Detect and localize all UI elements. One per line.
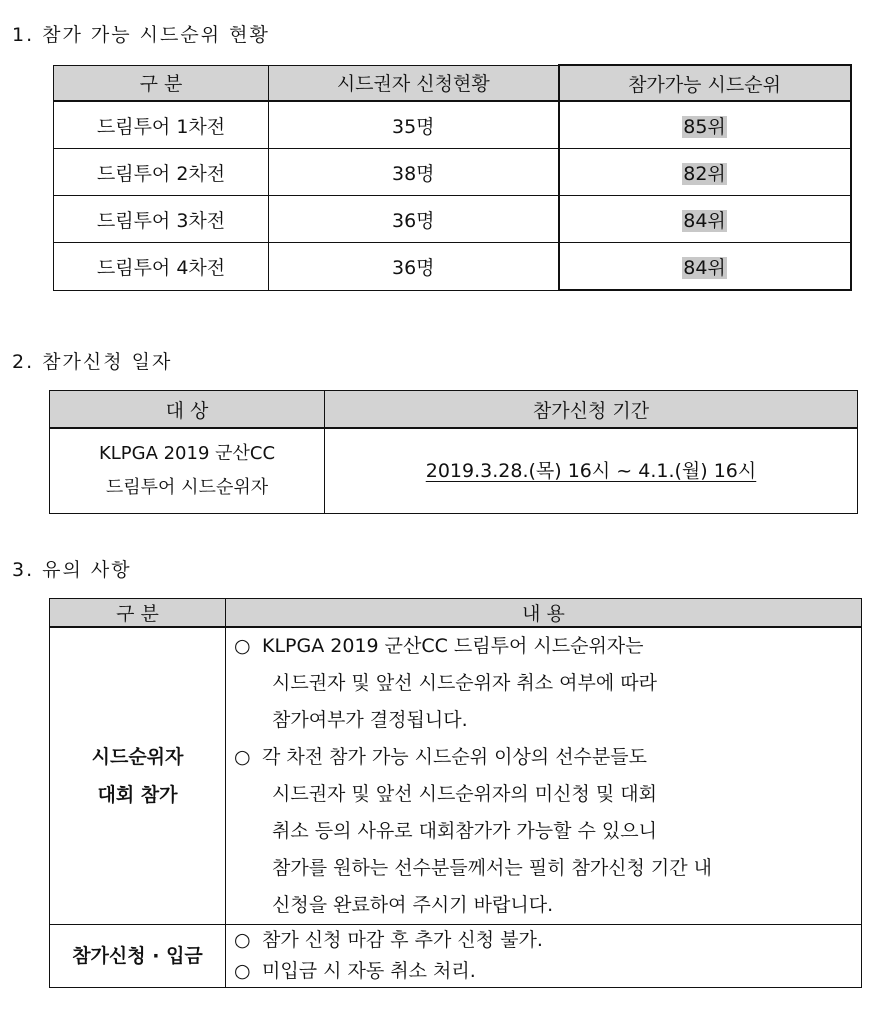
notes-content	[226, 627, 862, 925]
row-label	[50, 627, 226, 925]
seed-rank-table	[53, 64, 852, 291]
note-line	[234, 887, 861, 924]
notes-content	[226, 925, 862, 988]
circle-bullet-icon: ○	[234, 746, 251, 768]
tour-name: 드림투어 1차전	[54, 101, 269, 149]
eligible-rank: 84위	[683, 209, 726, 232]
target-line-1: KLPGA 2019 군산CC	[98, 443, 276, 464]
note-line	[234, 665, 861, 702]
note-text: KLPGA 2019 군산CC 드림투어 시드순위자는	[262, 635, 644, 657]
label-line: 시드순위자	[91, 746, 184, 768]
circle-bullet-icon: ○	[234, 960, 251, 982]
note-line	[234, 925, 861, 956]
table-header-row	[50, 391, 858, 429]
label-line: 대회 참가	[97, 784, 178, 806]
note-text: 참가를 원하는 선수분들께서는 필히 참가신청 기간 내	[272, 857, 713, 879]
note-text: 신청을 완료하여 주시기 바랍니다.	[272, 894, 554, 916]
column-header-category: 구 분	[54, 65, 269, 101]
note-text: 취소 등의 사유로 대회참가가 가능할 수 있으니	[272, 820, 657, 842]
eligible-rank: 84위	[683, 256, 726, 279]
note-line	[234, 739, 861, 776]
note-line	[234, 702, 861, 739]
note-text: 시드권자 및 앞선 시드순위자의 미신청 및 대회	[272, 783, 657, 805]
applicant-count: 38명	[269, 149, 559, 196]
row-label: 참가신청 · 입금	[50, 925, 226, 988]
table-header-row	[50, 599, 862, 628]
section2-heading: 2. 참가신청 일자	[12, 351, 173, 373]
target-line-2: 드림투어 시드순위자	[105, 477, 269, 498]
section3-heading: 3. 유의 사항	[12, 559, 132, 581]
table-row	[54, 196, 851, 243]
tour-name: 드림투어 4차전	[54, 243, 269, 291]
note-line	[234, 628, 861, 665]
note-text: 각 차전 참가 가능 시드순위 이상의 선수분들도	[262, 746, 647, 768]
circle-bullet-icon: ○	[234, 929, 251, 951]
note-text: 시드권자 및 앞선 시드순위자 취소 여부에 따라	[272, 672, 657, 694]
eligible-rank: 85위	[683, 115, 726, 138]
table-row	[54, 101, 851, 149]
table-row	[54, 243, 851, 291]
applicant-count: 36명	[269, 243, 559, 291]
section1-heading: 1. 참가 가능 시드순위 현황	[12, 24, 270, 46]
table-row	[54, 149, 851, 196]
application-period: 2019.3.28.(목) 16시 ~ 4.1.(월) 16시	[425, 459, 757, 482]
tour-name: 드림투어 2차전	[54, 149, 269, 196]
note-text: 참가 신청 마감 후 추가 신청 불가.	[262, 929, 543, 951]
note-text: 미입금 시 자동 취소 처리.	[262, 960, 476, 982]
eligible-rank: 82위	[683, 162, 726, 185]
column-header-category: 구 분	[50, 599, 226, 628]
note-text: 참가여부가 결정됩니다.	[272, 709, 468, 731]
table-row	[50, 428, 858, 514]
circle-bullet-icon: ○	[234, 635, 251, 657]
column-header-target: 대 상	[50, 391, 325, 429]
tour-name: 드림투어 3차전	[54, 196, 269, 243]
notes-table	[49, 598, 862, 988]
applicant-count: 35명	[269, 101, 559, 149]
table-header-row	[54, 65, 851, 101]
column-header-eligible-rank: 참가가능 시드순위	[559, 65, 851, 101]
target-cell	[50, 428, 325, 514]
column-header-applicants: 시드권자 신청현황	[269, 65, 559, 101]
note-line	[234, 776, 861, 813]
note-line	[234, 956, 861, 987]
note-line	[234, 850, 861, 887]
column-header-content: 내 용	[226, 599, 862, 628]
note-line	[234, 813, 861, 850]
application-period-table	[49, 390, 858, 514]
table-row	[50, 627, 862, 925]
applicant-count: 36명	[269, 196, 559, 243]
table-row	[50, 925, 862, 988]
column-header-period: 참가신청 기간	[325, 391, 858, 429]
